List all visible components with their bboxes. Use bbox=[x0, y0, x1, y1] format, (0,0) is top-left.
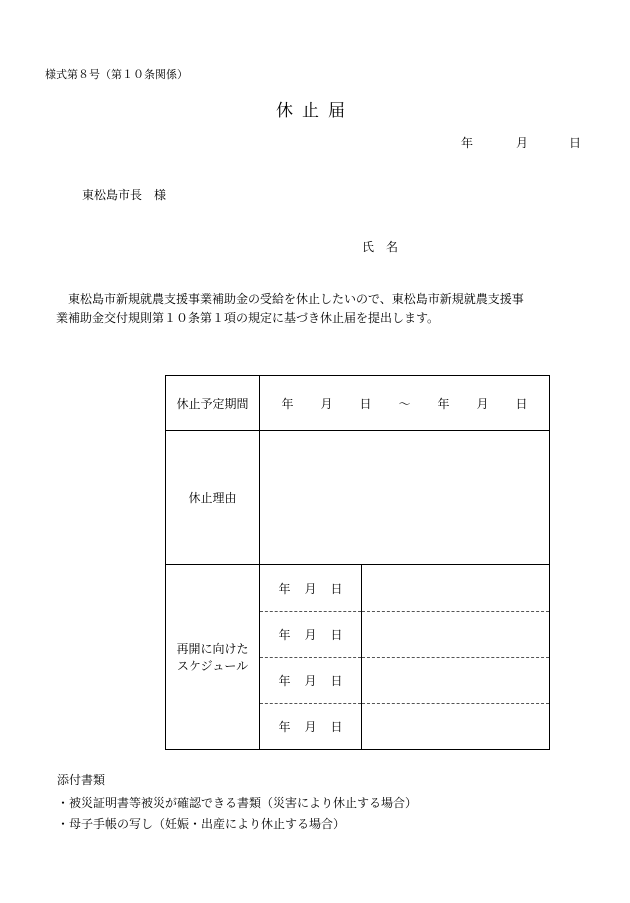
schedule-label bbox=[166, 565, 260, 750]
body-paragraph bbox=[56, 290, 586, 328]
applicant-name-label: 氏 名 bbox=[362, 240, 399, 254]
period-tilde: ～ bbox=[398, 396, 411, 411]
schedule-content-cell[interactable] bbox=[362, 657, 550, 703]
schedule-date-cell[interactable] bbox=[260, 657, 362, 703]
period-start-month: 月 bbox=[320, 396, 333, 411]
schedule-date-cell[interactable] bbox=[260, 703, 362, 749]
body-line-2: 業補助金交付規則第１０条第１項の規定に基づき休止届を提出します。 bbox=[56, 311, 440, 325]
schedule-month: 月 bbox=[304, 719, 317, 734]
body-line-1: 東松島市新規就農支援事業補助金の受給を休止したいので、東松島市新規就農支援事 bbox=[68, 292, 524, 306]
attachment-item: ・母子手帳の写し（妊娠・出産により休止する場合） bbox=[57, 817, 346, 831]
reason-row bbox=[166, 431, 550, 565]
period-start-day: 日 bbox=[359, 396, 372, 411]
reason-field[interactable] bbox=[260, 431, 550, 565]
schedule-day: 日 bbox=[330, 581, 343, 596]
schedule-content-cell[interactable] bbox=[362, 565, 550, 611]
schedule-year: 年 bbox=[278, 673, 291, 688]
period-start-year: 年 bbox=[281, 396, 294, 411]
schedule-year: 年 bbox=[278, 719, 291, 734]
document-title: 休止届 bbox=[276, 101, 354, 121]
reason-label: 休止理由 bbox=[166, 431, 260, 565]
attachments-heading: 添付書類 bbox=[57, 773, 106, 787]
schedule-date-cell[interactable] bbox=[260, 565, 362, 611]
schedule-label-line-1: 再開に向けた bbox=[176, 642, 249, 657]
date-year-label: 年 bbox=[461, 136, 474, 150]
period-label: 休止予定期間 bbox=[166, 376, 260, 431]
date-month-label: 月 bbox=[516, 136, 529, 150]
schedule-day: 日 bbox=[330, 627, 343, 642]
schedule-label-line-2: スケジュール bbox=[176, 659, 249, 674]
date-day-label: 日 bbox=[569, 136, 582, 150]
schedule-day: 日 bbox=[330, 719, 343, 734]
schedule-day: 日 bbox=[330, 673, 343, 688]
schedule-month: 月 bbox=[304, 581, 317, 596]
schedule-month: 月 bbox=[304, 673, 317, 688]
schedule-date-cell[interactable] bbox=[260, 611, 362, 657]
attachment-item: ・被災証明書等被災が確認できる書類（災害により休止する場合） bbox=[57, 796, 418, 810]
schedule-year: 年 bbox=[278, 627, 291, 642]
schedule-row bbox=[166, 565, 550, 611]
form-number: 様式第８号（第１０条関係） bbox=[45, 68, 188, 81]
period-row bbox=[166, 376, 550, 431]
schedule-month: 月 bbox=[304, 627, 317, 642]
period-end-month: 月 bbox=[476, 396, 489, 411]
schedule-content-cell[interactable] bbox=[362, 611, 550, 657]
period-end-year: 年 bbox=[437, 396, 450, 411]
addressee: 東松島市長 様 bbox=[82, 188, 167, 202]
period-field[interactable] bbox=[260, 376, 550, 431]
schedule-year: 年 bbox=[278, 581, 291, 596]
suspension-form-table bbox=[165, 375, 550, 750]
schedule-content-cell[interactable] bbox=[362, 703, 550, 749]
period-end-day: 日 bbox=[515, 396, 528, 411]
